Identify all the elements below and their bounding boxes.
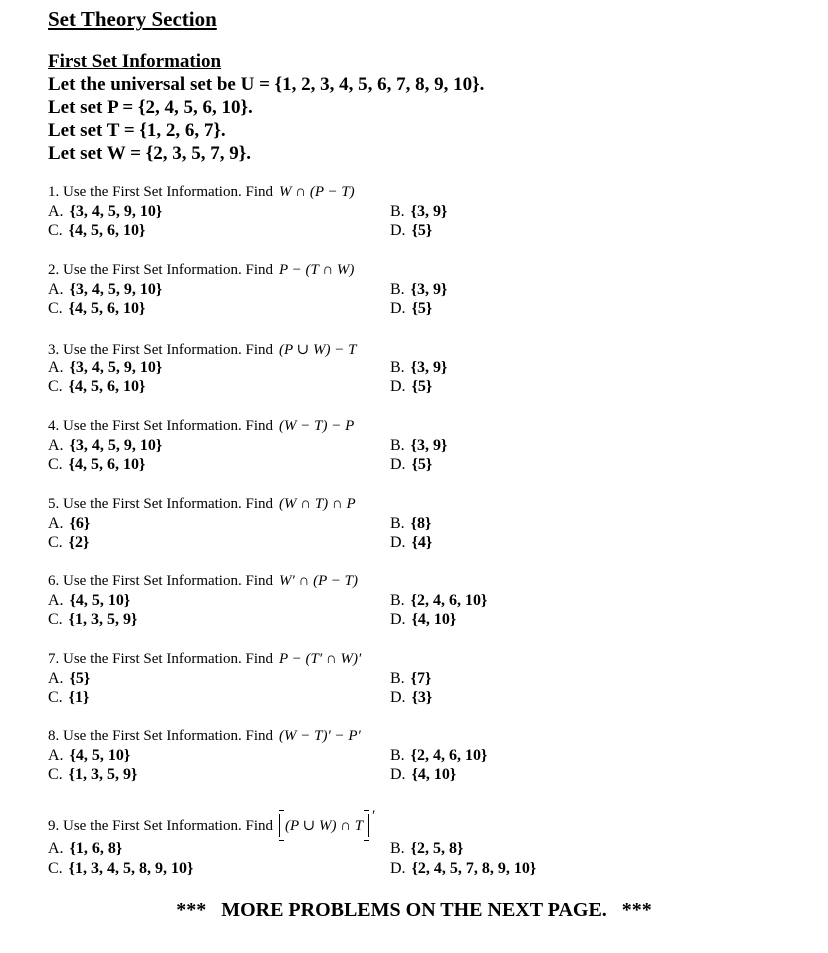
option-letter: B. <box>390 592 405 609</box>
option-value: {4, 5, 6, 10} <box>68 378 146 395</box>
option-letter: C. <box>48 611 63 628</box>
option-c[interactable] <box>48 456 145 474</box>
option-value: {3, 9} <box>410 203 448 220</box>
option-value: {4, 10} <box>411 766 457 783</box>
option-b[interactable] <box>390 840 463 858</box>
question-stem <box>48 496 356 513</box>
option-letter: C. <box>48 222 63 239</box>
question-stem <box>48 340 356 359</box>
option-a[interactable] <box>48 515 90 533</box>
question-1 <box>48 184 808 254</box>
option-value: {3, 4, 5, 9, 10} <box>69 281 163 298</box>
option-letter: C. <box>48 689 63 706</box>
option-letter: A. <box>48 747 64 764</box>
question-text: 4. Use the First Set Information. Find <box>48 418 273 434</box>
option-d[interactable] <box>390 300 432 318</box>
question-text: 7. Use the First Set Information. Find <box>48 651 273 667</box>
complement-prime: ′ <box>371 808 375 824</box>
option-letter: B. <box>390 840 405 857</box>
option-value: {8} <box>410 515 432 532</box>
question-stem <box>48 573 358 590</box>
option-letter: D. <box>390 689 406 706</box>
option-value: {5} <box>411 300 433 317</box>
set-p-line: Let set P = {2, 4, 5, 6, 10}. <box>48 97 253 118</box>
question-expression: W′ ∩ (P − T) <box>279 573 358 589</box>
question-stem <box>48 651 361 668</box>
option-a[interactable] <box>48 840 122 858</box>
question-stem <box>48 262 354 279</box>
option-value: {2} <box>68 534 90 551</box>
option-value: {1, 3, 5, 9} <box>68 611 138 628</box>
option-letter: A. <box>48 670 64 687</box>
option-b[interactable] <box>390 203 447 221</box>
option-a[interactable] <box>48 592 130 610</box>
option-d[interactable] <box>390 860 536 878</box>
question-stem <box>48 184 355 201</box>
option-letter: B. <box>390 359 405 376</box>
option-c[interactable] <box>48 689 89 707</box>
option-b[interactable] <box>390 437 447 455</box>
option-letter: B. <box>390 670 405 687</box>
option-letter: C. <box>48 378 63 395</box>
question-5 <box>48 496 808 566</box>
option-letter: A. <box>48 359 64 376</box>
question-text: 6. Use the First Set Information. Find <box>48 573 273 589</box>
option-letter: D. <box>390 611 406 628</box>
option-value: {5} <box>411 222 433 239</box>
option-c[interactable] <box>48 766 137 784</box>
option-b[interactable] <box>390 592 487 610</box>
question-text: 8. Use the First Set Information. Find <box>48 728 273 744</box>
option-c[interactable] <box>48 378 145 396</box>
question-expression: (W ∩ T) ∩ P <box>279 496 356 512</box>
option-c[interactable] <box>48 534 89 552</box>
option-letter: A. <box>48 840 64 857</box>
question-expression: P − (T ∩ W) <box>279 262 355 278</box>
option-letter: C. <box>48 766 63 783</box>
option-b[interactable] <box>390 515 431 533</box>
question-stem <box>48 728 361 745</box>
option-letter: B. <box>390 281 405 298</box>
option-c[interactable] <box>48 222 145 240</box>
option-letter: B. <box>390 437 405 454</box>
set-t-line: Let set T = {1, 2, 6, 7}. <box>48 120 226 141</box>
option-letter: B. <box>390 203 405 220</box>
question-stem <box>48 418 354 435</box>
option-letter: D. <box>390 222 406 239</box>
option-c[interactable] <box>48 860 193 878</box>
question-4 <box>48 418 808 488</box>
question-expression: P − (T′ ∩ W)′ <box>279 651 362 667</box>
option-letter: C. <box>48 860 63 877</box>
option-letter: D. <box>390 456 406 473</box>
option-letter: A. <box>48 437 64 454</box>
option-value: {5} <box>411 378 433 395</box>
question-8 <box>48 728 808 798</box>
question-6 <box>48 573 808 643</box>
option-value: {6} <box>69 515 91 532</box>
option-value: {1, 6, 8} <box>69 840 123 857</box>
option-value: {4, 5, 6, 10} <box>68 300 146 317</box>
option-value: {7} <box>410 670 432 687</box>
option-d[interactable] <box>390 378 432 396</box>
option-value: {1, 3, 5, 9} <box>68 766 138 783</box>
option-value: {3, 4, 5, 9, 10} <box>69 359 163 376</box>
option-value: {2, 4, 6, 10} <box>410 592 488 609</box>
option-value: {5} <box>69 670 91 687</box>
option-letter: A. <box>48 281 64 298</box>
option-letter: D. <box>390 300 406 317</box>
option-a[interactable] <box>48 203 162 221</box>
option-b[interactable] <box>390 281 447 299</box>
option-value: {4, 5, 6, 10} <box>68 222 146 239</box>
question-expression: W ∩ (P − T) <box>279 184 355 200</box>
option-value: {4, 5, 6, 10} <box>68 456 146 473</box>
option-value: {2, 4, 6, 10} <box>410 747 488 764</box>
option-value: {3} <box>411 689 433 706</box>
option-b[interactable] <box>390 359 447 377</box>
set-w-line: Let set W = {2, 3, 5, 7, 9}. <box>48 143 251 164</box>
question-expression: (W − T)′ − P′ <box>279 728 361 744</box>
option-value: {4} <box>411 534 433 551</box>
option-value: {3, 4, 5, 9, 10} <box>69 203 163 220</box>
option-c[interactable] <box>48 300 145 318</box>
question-text: 9. Use the First Set Information. Find <box>48 818 273 834</box>
option-d[interactable] <box>390 456 432 474</box>
option-letter: B. <box>390 515 405 532</box>
option-value: {4, 5, 10} <box>69 592 131 609</box>
question-text: 2. Use the First Set Information. Find <box>48 262 273 278</box>
option-a[interactable] <box>48 670 90 688</box>
bracketed-expression: (P ∪ W) ∩ T <box>279 814 369 837</box>
option-letter: B. <box>390 747 405 764</box>
question-expression: (P ∪ W) − T <box>279 342 357 358</box>
option-d[interactable] <box>390 534 432 552</box>
option-value: {2, 5, 8} <box>410 840 464 857</box>
option-value: {4, 10} <box>411 611 457 628</box>
question-text: 5. Use the First Set Information. Find <box>48 496 273 512</box>
question-stem <box>48 808 375 837</box>
option-letter: C. <box>48 300 63 317</box>
option-letter: D. <box>390 534 406 551</box>
option-letter: C. <box>48 456 63 473</box>
option-value: {1} <box>68 689 90 706</box>
option-value: {3, 9} <box>410 437 448 454</box>
question-7 <box>48 651 808 721</box>
universal-set-line: Let the universal set be U = {1, 2, 3, 4, 5, 6, 7, 8, 9, 10}. <box>48 74 485 95</box>
option-value: {2, 4, 5, 7, 8, 9, 10} <box>411 860 537 877</box>
option-value: {4, 5, 10} <box>69 747 131 764</box>
question-9 <box>48 808 808 878</box>
info-heading: First Set Information <box>48 51 222 72</box>
question-text: 1. Use the First Set Information. Find <box>48 184 273 200</box>
option-letter: A. <box>48 203 64 220</box>
option-letter: D. <box>390 860 406 877</box>
option-value: {1, 3, 4, 5, 8, 9, 10} <box>68 860 194 877</box>
option-d[interactable] <box>390 766 456 784</box>
option-a[interactable] <box>48 281 162 299</box>
option-b[interactable] <box>390 670 431 688</box>
option-value: {3, 9} <box>410 359 448 376</box>
option-letter: A. <box>48 592 64 609</box>
option-b[interactable] <box>390 747 487 765</box>
page-title: Set Theory Section <box>48 7 217 31</box>
next-page-notice: *** MORE PROBLEMS ON THE NEXT PAGE. *** <box>176 899 652 921</box>
question-3 <box>48 340 808 410</box>
question-2 <box>48 262 808 332</box>
option-letter: D. <box>390 378 406 395</box>
option-letter: C. <box>48 534 63 551</box>
question-text: 3. Use the First Set Information. Find <box>48 342 273 358</box>
question-expression: (W − T) − P <box>279 418 355 434</box>
option-letter: A. <box>48 515 64 532</box>
option-a[interactable] <box>48 359 162 377</box>
option-a[interactable] <box>48 747 130 765</box>
option-value: {5} <box>411 456 433 473</box>
option-value: {3, 4, 5, 9, 10} <box>69 437 163 454</box>
option-d[interactable] <box>390 222 432 240</box>
option-letter: D. <box>390 766 406 783</box>
option-value: {3, 9} <box>410 281 448 298</box>
option-d[interactable] <box>390 689 432 707</box>
option-d[interactable] <box>390 611 456 629</box>
option-a[interactable] <box>48 437 162 455</box>
option-c[interactable] <box>48 611 137 629</box>
